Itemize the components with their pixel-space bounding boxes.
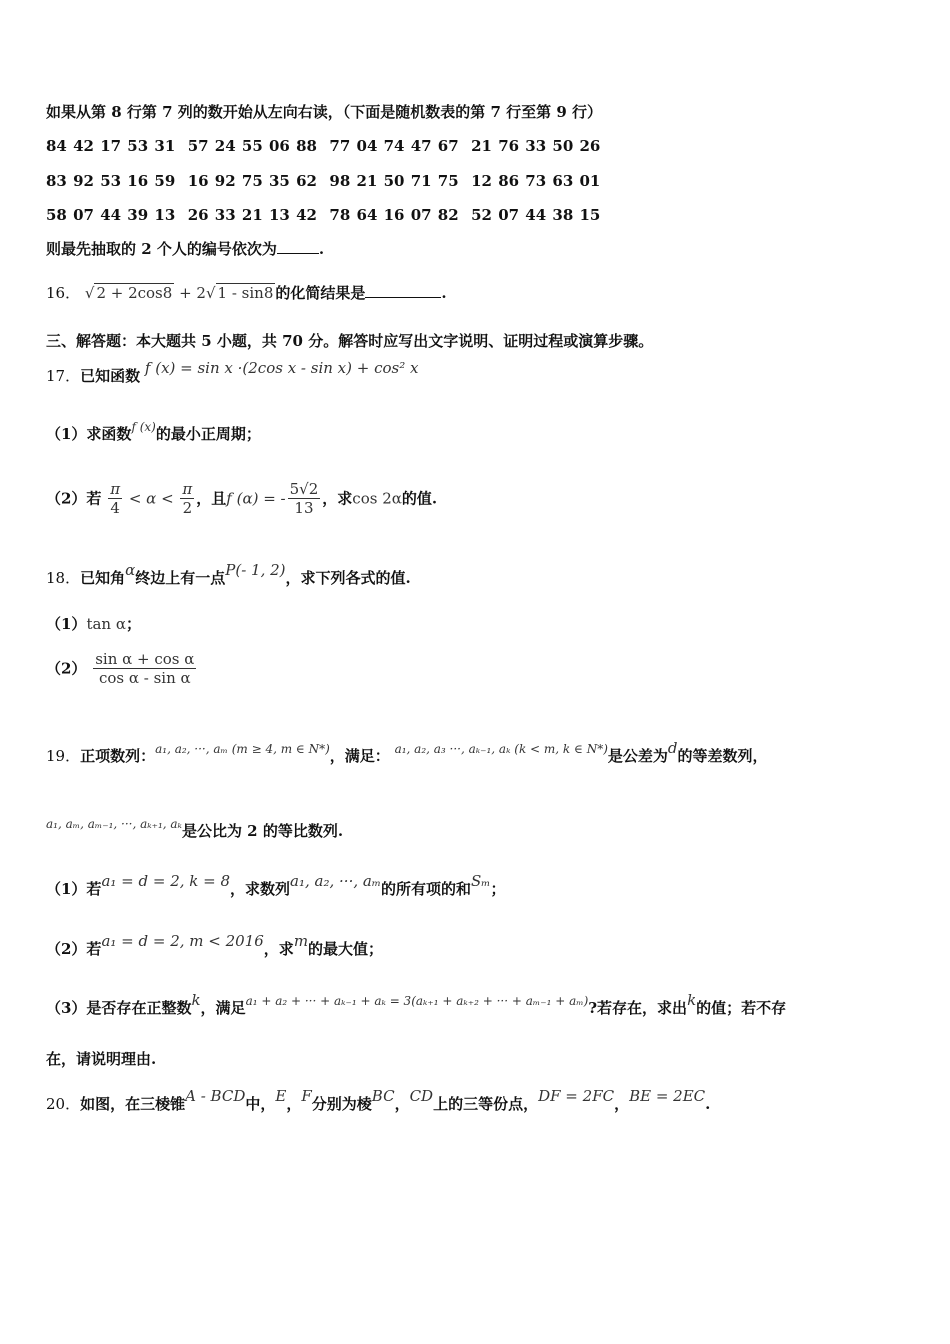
q20: 20．如图，在三棱锥A - BCD中，E，F分别为棱BC，CD上的三等份点，DF = 2FC，BE = 2EC. xyxy=(46,1087,711,1113)
random-table-row-9: 58 07 44 39 13 26 33 21 13 42 78 64 16 07 82 52 07 44 38 15 xyxy=(46,206,601,224)
q16: 16． √ 2 + 2cos8 + 2√ 1 - sin8 的化简结果是 . xyxy=(46,284,447,302)
q16-radicand-1: 2 + 2cos8 xyxy=(96,284,173,302)
random-table-row-8: 83 92 53 16 59 16 92 75 35 62 98 21 50 71 75 12 86 73 63 01 xyxy=(46,172,601,190)
q19-part2: （2）若a₁ = d = 2, m < 2016，求m的最大值； xyxy=(46,932,384,958)
q17: 17．已知函数 f (x) = sin x ·(2cos x - sin x) + cos² x xyxy=(46,359,419,385)
q18: 18．已知角α终边上有一点P(- 1, 2)，求下列各式的值. xyxy=(46,561,411,587)
q17-function: f (x) = sin x ·(2cos x - sin x) + cos² x xyxy=(144,359,419,377)
q17-part2: （2）若 $\frac{\pi}{4}$ < α < $\frac{\pi}{2}$ ，且f (α) = - $\frac{5√2}{13}$ ，求cos 2α的值. xyxy=(46,480,438,517)
q15-intro: 如果从第 8 行第 7 列的数开始从左向右读，（下面是随机数表的第 7 行至第 9 行） xyxy=(46,103,603,121)
q15-ask: 则最先抽取的 2 个人的编号依次为 . xyxy=(46,240,325,258)
q19-geometric: $^{a_1, a_m, a_{m-1}, \cdot\cdot\cdot, a_{k+1}, a_k}$是公比为 2 的等比数列. xyxy=(46,817,344,840)
answer-blank xyxy=(277,253,319,254)
q19: 19．正项数列：$^{a_1, a_2, \cdot\cdot\cdot, a_m (m \ge 4, m \in N*)}$，满足： $^{a_1, a_2, a_3 \cdot\cdot\cdot, a_{k-1}, a_k (k < m, k \in N*)}$是公差为d的等差数列， xyxy=(46,739,768,765)
q18-part2: （2） $\frac{\text{sin α + cos α}}{\text{cos α - sin α}}$ xyxy=(46,650,195,687)
point-P: P(- 1, 2) xyxy=(225,561,286,579)
q19-part1: （1）若a₁ = d = 2, k = 8，求数列a₁, a₂, ···, aₘ的所有项的和Sₘ； xyxy=(46,872,506,898)
q19-part3-cont: 在，请说明理由. xyxy=(46,1050,157,1068)
q16-radicand-2: 1 - sin8 xyxy=(217,284,274,302)
random-table-row-7: 84 42 17 53 31 57 24 55 06 88 77 04 74 47 67 21 76 33 50 26 xyxy=(46,137,601,155)
section-3-heading: 三、解答题：本大题共 5 小题，共 70 分。解答时应写出文字说明、证明过程或演算步骤。 xyxy=(46,332,654,350)
q19-part3: （3）是否存在正整数k，满足$^{a_1 + a_2 + \cdot\cdot\cdot + a_{k-1} + a_k = 3(a_{k+1} + a_{k+2} + \cdot\cdot\cdot + a_{m-1} + a_m)}$?若存在，求出k的值；若不存 xyxy=(46,991,787,1017)
answer-blank xyxy=(365,297,441,298)
q18-part1: （1）tan α； xyxy=(46,615,141,633)
q17-part1: （1）求函数$^{f (x)}$的最小正周期； xyxy=(46,420,261,443)
